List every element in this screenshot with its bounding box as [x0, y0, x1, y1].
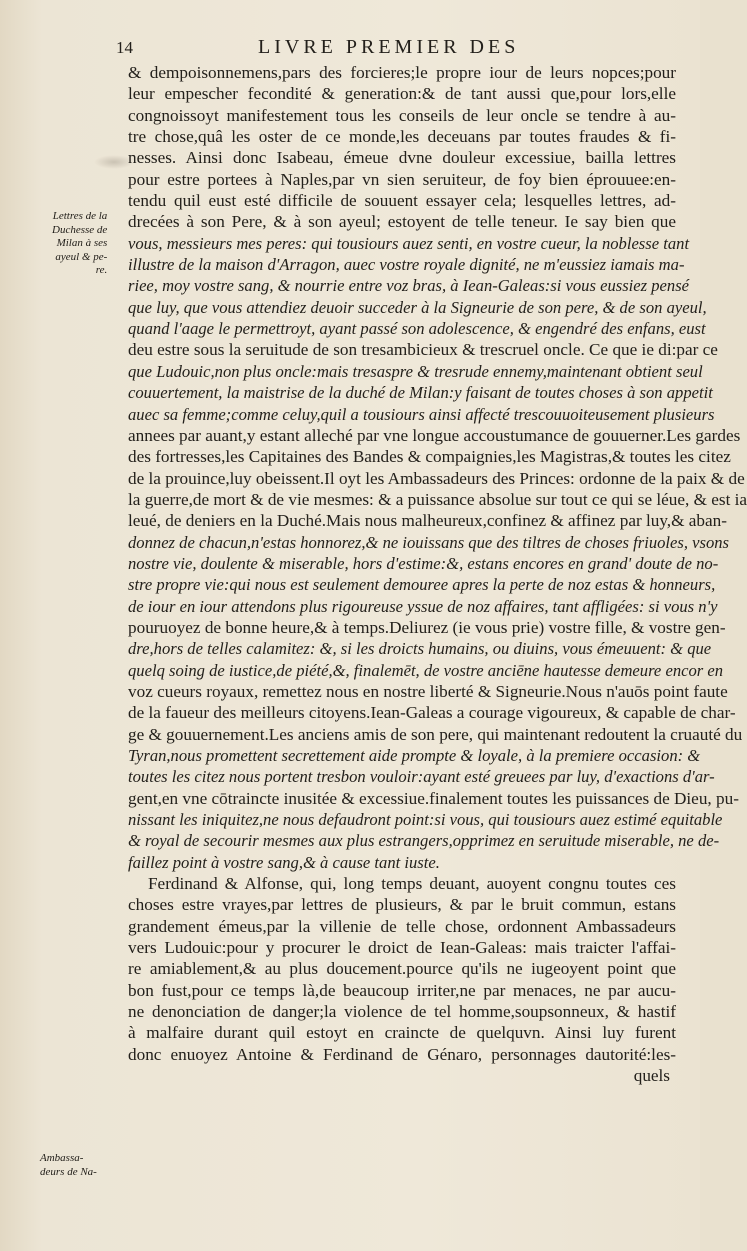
text-line: bon fust,pour ce temps là,de beaucoup irriter,ne par menaces, ne par aucu-	[128, 980, 676, 1000]
text-line: que Ludouic,non plus oncle:mais tresaspre & tresrude ennemy,maintenant obtient seul	[128, 361, 703, 381]
text-line: quels	[633, 1066, 670, 1086]
text-line: illustre de la maison d'Arragon, auec vostre royale dignité, ne m'eussiez iamais ma-	[128, 255, 685, 275]
text-line: tendu quil eust esté difficile de souuent essayer cela; lesquelles lettres, ad-	[128, 191, 676, 211]
text-line: riee, moy vostre sang, & nourrie entre voz bras, à Iean-Galeas:si vous eussiez pensé	[128, 276, 690, 296]
text-line: nesses. Ainsi donc Isabeau, émeue dvne douleur excessiue, bailla lettres	[128, 148, 676, 168]
text-line: pouruoyez de bonne heure,& à temps.Deliurez (ie vous prie) vostre fille, & vostre gen-	[128, 617, 726, 637]
text-line: nostre vie, doulente & miserable, hors d'estime:&, estans encores en grand' doute de no-	[128, 553, 719, 573]
margin-note-letters	[52, 210, 107, 278]
margin-note-line: Milan à ses	[56, 237, 108, 249]
text-line: & dempoisonnemens,pars des forcieres;le propre iour de leurs nopces;pour	[128, 63, 676, 82]
text-line: gent,en vne cōtraincte inusitée & excessiue.finalement toutes les puissances de Dieu, pu-	[128, 788, 739, 808]
text-line: leué, de deniers en la Duché.Mais nous malheureux,confinez & affinez par luy,& aban-	[128, 511, 727, 531]
text-line: drecées à son Pere, & à son ayeul; estoyent de telle teneur. Ie say bien que	[128, 212, 676, 232]
text-line: nissant les iniquitez,ne nous defaudront point:si vous, qui tousiours auez estimé equitable	[128, 810, 723, 830]
text-line: toutes les citez nous portent tresbon vouloir:ayant esté greuees par luy, d'exactions d'ar-	[128, 767, 715, 787]
text-line: dre,hors de telles calamitez: &, si les droicts humains, ou diuins, vous émeuuent: & que	[128, 639, 712, 659]
text-line: pour estre portees à Naples,par vn sien seruiteur, de foy bien éprouuee:en-	[128, 169, 676, 189]
margin-note-line: deurs de Na-	[40, 1165, 97, 1178]
text-line: auec sa femme;comme celuy,quil a tousiours ainsi affecté trescouuoiteusement plusieurs	[128, 404, 715, 424]
text-line: re amiablement,& au plus doucement.pource qu'ils ne iugeoyent point que	[128, 959, 676, 979]
text-line: deu estre sous la seruitude de son tresambicieux & trescruel oncle. Ce que ie di:par ce	[128, 340, 718, 360]
text-line: vers Ludouic:pour y procurer le droict de Iean-Galeas: mais traicter l'affai-	[128, 938, 676, 958]
text-line: à malfaire durant quil estoyt en craincte de quelquvn. Ainsi luy furent	[128, 1023, 676, 1043]
text-line: congnoissoyt manifestement tous les conseils de leur oncle se tendre à au-	[128, 105, 676, 125]
text-line: la guerre,de mort & de vie mesmes: & a puissance absolue sur tout ce qui se léue, & est ia	[128, 489, 747, 509]
text-line: Tyran,nous promettent secrettement aide prompte & loyale, à la premiere occasion: &	[128, 746, 701, 765]
text-line: vous, messieurs mes peres: qui tousiours auez senti, en vostre cueur, la noblesse tant	[128, 233, 690, 253]
text-line: faillez point à vostre sang,& à cause tant iuste.	[128, 852, 440, 872]
text-line: couuertement, la maistrise de la duché de Milan:y faisant de toutes choses à son appetit	[128, 383, 713, 403]
text-line: & royal de secourir mesmes aux plus estrangers,opprimez en seruitude miserable, ne de-	[128, 831, 720, 851]
text-line: leur empescher fecondité & generation:& de tant aussi que,pour lors,elle	[128, 84, 676, 104]
text-line: voz cueurs royaux, remettez nous en nostre liberté & Signeurie.Nous n'auōs point faute	[128, 681, 728, 701]
text-line: de la prouince,luy obeissent.Il oyt les Ambassadeurs des Princes: ordonne de la paix & de	[128, 468, 745, 488]
text-line: grandement émeus,par la villenie de telle chose, ordonnent Ambassadeurs	[128, 916, 676, 936]
running-title: LIVRE PREMIER DES	[258, 36, 520, 58]
margin-note-line: Duchesse de	[52, 223, 108, 236]
text-line: donc enuoyez Antoine & Ferdinand de Génaro, personnages dautorité:les-	[128, 1044, 676, 1064]
text-line: de la faueur des meilleurs citoyens.Iean-Galeas a courage vigoureux, & capable de char-	[128, 703, 736, 723]
text-line: stre propre vie:qui nous est seulement demouree apres la perte de noz estas & honneurs,	[128, 575, 716, 595]
text-line: tre chose,quâ les oster de ce monde,les deceuans par toutes fraudes & fi-	[128, 127, 676, 147]
text-line: des fortresses,les Capitaines des Bandes & compaignies,les Magistras,& toutes les citez	[128, 447, 731, 467]
text-line: ge & gouuernement.Les anciens amis de son pere, qui maintenant redoutent la cruauté du	[128, 724, 743, 744]
text-line: quand l'aage le permettroyt, ayant passé son adolescence, & engendré des enfans, eust	[128, 319, 706, 339]
body-text	[128, 62, 747, 1087]
text-line: ne denonciation de danger;la violence de tel homme,soupsonneux, & hastif	[128, 1002, 676, 1022]
margin-note-line: ayeul & pe-	[55, 250, 108, 263]
margin-note-line: re.	[95, 264, 108, 276]
text-line: choses estre vrayes,par lettres de plusieurs, & par le bruit commun, estans	[128, 895, 676, 915]
margin-note-line: Lettres de la	[52, 210, 108, 222]
text-line: donnez de chacun,n'estas honnorez,& ne iouissans que des tiltres de choses friuoles, vsons	[128, 532, 730, 552]
margin-note-ambassadors	[40, 1152, 97, 1179]
text-line: que luy, que vous attendiez deuoir succeder à la Signeurie de son pere, & de son ayeul,	[128, 297, 707, 317]
margin-note-line: Ambassa-	[40, 1152, 84, 1164]
text-line: Ferdinand & Alfonse, qui, long temps deuant, auoyent congnu toutes ces	[148, 874, 676, 894]
text-line: annees par auant,y estant alleché par vne longue accoustumance de gouuerner.Les gardes	[128, 425, 741, 445]
text-line: quelq soing de iustice,de piété,&, finalemēt, de vostre anciēne hautesse demeure encor en	[128, 660, 724, 680]
text-line: de iour en iour attendons plus rigoureuse yssue de noz affaires, tant affligées: si vous n'y	[128, 596, 718, 616]
page-number: 14	[116, 38, 133, 57]
